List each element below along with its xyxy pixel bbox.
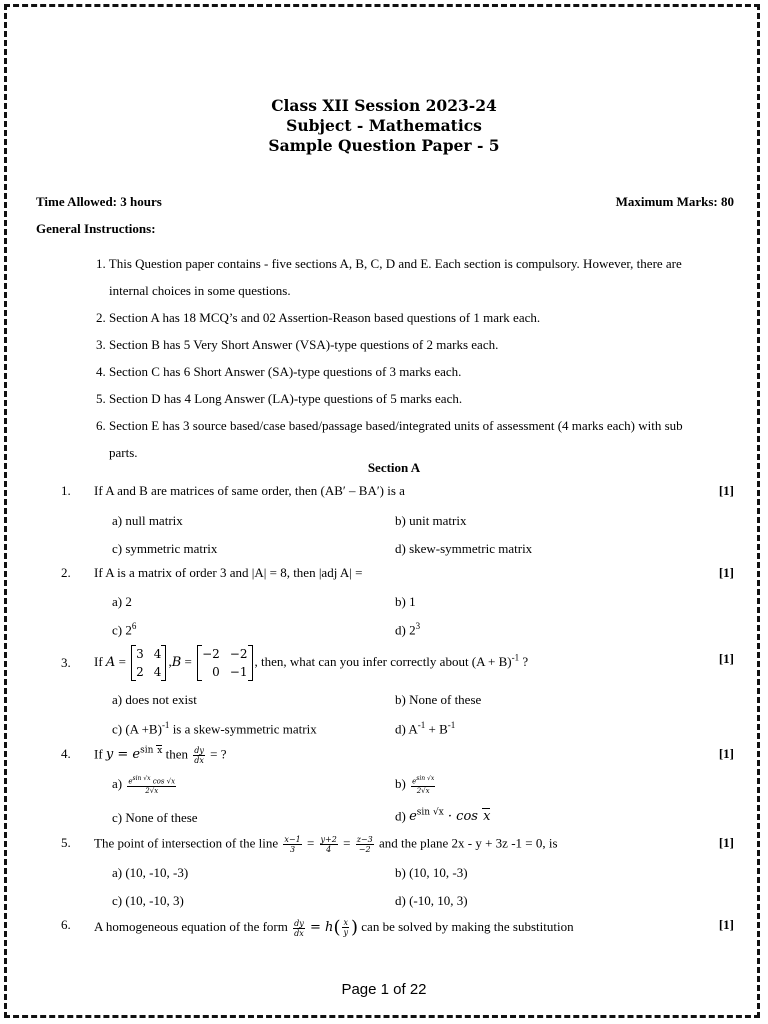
- option-d-expression: $e^{sin √x} \cdot \cos x$: [409, 808, 491, 825]
- instruction-item: 6. Section E has 3 source based/case based/passage based/integrated units of assessment (4 marks each) with sub: [96, 418, 683, 433]
- option-a: [112, 774, 178, 796]
- option-a: a) does not exist: [112, 692, 197, 707]
- instruction-item: 4. Section C has 6 Short Answer (SA)-type questions of 3 marks each.: [96, 364, 462, 379]
- question-end: = ?: [210, 746, 227, 762]
- question-pre: The point of intersection of the line: [94, 835, 279, 851]
- paper-meta: [36, 194, 734, 212]
- option-d: d) skew-symmetric matrix: [395, 541, 533, 556]
- question-pre: A homogeneous equation of the form: [94, 919, 288, 934]
- matrix-a: [131, 645, 166, 681]
- option-a: a) (10, -10, -3): [112, 865, 189, 880]
- question-text: If A and B are matrices of same order, then (AB′ – BA′) is a: [94, 483, 405, 498]
- question-text: If A is a matrix of order 3 and |A| = 8, then |adj A| =: [94, 565, 363, 580]
- instruction-item: 5. Section D has 4 Long Answer (LA)-type questions of 5 marks each.: [96, 391, 463, 406]
- h-function: = h( $\frac{x}{y}$ ): [310, 917, 359, 938]
- paper-header: [0, 96, 768, 156]
- instruction-item-continued: internal choices in some questions.: [109, 283, 291, 298]
- equation-y: $y = e^{sin x}$: [105, 746, 163, 763]
- matrix-cell: −2: [202, 647, 220, 661]
- question-text: [94, 917, 574, 938]
- matrix-b: [197, 645, 252, 681]
- question-text: [94, 746, 227, 765]
- question-number: 4.: [61, 746, 71, 761]
- question-number: 5.: [61, 835, 71, 850]
- option-c: c) None of these: [112, 810, 198, 825]
- matrix-cell: 4: [153, 647, 162, 661]
- option-a-label: a): [112, 776, 123, 792]
- matrix-a-label: A: [105, 654, 116, 670]
- option-b: b) 1: [395, 594, 416, 609]
- inverse-exponent: -1: [511, 652, 520, 663]
- matrix-cell: 4: [153, 665, 162, 679]
- question-number: 3.: [61, 655, 71, 670]
- question-if: If: [94, 653, 103, 669]
- option-c-exponent: -1: [161, 720, 170, 730]
- general-instructions-title: General Instructions:: [36, 221, 156, 236]
- option-b: b) None of these: [395, 692, 482, 707]
- line-fraction-z: $\frac{z-3}{-2}$: [356, 835, 373, 854]
- option-a: a) null matrix: [112, 513, 183, 528]
- question-number: 1.: [61, 483, 71, 498]
- question-marks: [1]: [718, 746, 734, 761]
- question-text: The point of intersection of the line $\frac{x-1}{3}$ = $\frac{y+2}{4}$ = $\frac{z-3}{-2}$ and the plane 2x - y + 3z -1 = 0, is: [94, 835, 558, 854]
- option-b: [395, 774, 437, 796]
- option-c-text: c) (A +B): [112, 721, 162, 737]
- line-fraction-y: $\frac{y+2}{4}$: [320, 835, 337, 854]
- instruction-item: 3. Section B has 5 Very Short Answer (VSA)-type questions of 2 marks each.: [96, 337, 499, 352]
- matrix-cell: 3: [136, 647, 144, 661]
- line-fraction-x: $\frac{x-1}{3}$: [284, 835, 301, 854]
- option-d: [395, 621, 420, 638]
- option-c-rest: is a skew-symmetric matrix: [169, 721, 317, 737]
- matrix-b-label: B: [171, 654, 182, 670]
- option-d-base: d) 2: [395, 622, 416, 638]
- option-d: [395, 808, 490, 824]
- question-if: If: [94, 746, 103, 762]
- question-text: If A = 3 4 2 4 ,B = −2 −2 0 −1 , then, what can you infer correctly about $(A + B)^{-1}$ ?: [94, 647, 529, 679]
- question-marks: [1]: [718, 651, 734, 666]
- option-c: c) (10, -10, 3): [112, 893, 184, 908]
- instruction-item: 2. Section A has 18 MCQ’s and 02 Assertion-Reason based questions of 1 mark each.: [96, 310, 541, 325]
- option-b-expression: $\frac{e^{sin √x}}{2√x}$: [412, 775, 435, 796]
- option-d: [395, 720, 455, 737]
- matrix-cell: −2: [229, 647, 248, 661]
- question-marks: [1]: [718, 835, 734, 850]
- question-number: 2.: [61, 565, 71, 580]
- option-d-text: d) A: [395, 721, 418, 737]
- dy-dx-fraction: $\frac{dy}{dx}$: [294, 918, 304, 938]
- option-b: b) unit matrix: [395, 513, 467, 528]
- section-a-title: Section A: [367, 460, 421, 475]
- option-c: c) symmetric matrix: [112, 541, 218, 556]
- question-marks: [1]: [718, 483, 734, 498]
- option-b: b) (10, 10, -3): [395, 865, 468, 880]
- matrix-cell: −1: [229, 665, 248, 679]
- option-c: [112, 720, 317, 737]
- general-instructions-list: [96, 250, 716, 466]
- maximum-marks: Maximum Marks: 80: [615, 194, 734, 209]
- instruction-item-continued: parts.: [109, 445, 138, 460]
- question-post: and the plane 2x - y + 3z -1 = 0, is: [378, 835, 558, 851]
- question-marks: [1]: [718, 565, 734, 580]
- question-rest: , then, what can you infer correctly about (A + B): [254, 653, 512, 669]
- option-d-exponent: 3: [415, 621, 421, 631]
- option-c-base: c) 2: [112, 622, 132, 638]
- option-a-expression: $\frac{e^{sin √x} \cos √x}{2√x}$: [128, 775, 176, 796]
- class-session-title: Class XII Session 2023-24: [271, 96, 497, 115]
- page-number-footer: Page 1 of 22: [341, 981, 427, 998]
- option-d-mid: + B: [425, 721, 448, 737]
- option-c: [112, 621, 136, 638]
- dy-dx-fraction: $\frac{dy}{dx}$: [194, 746, 204, 765]
- option-d-label: d): [395, 808, 406, 824]
- question-marks: [1]: [718, 917, 734, 932]
- subject-title: Subject - Mathematics: [286, 116, 482, 135]
- option-c-exponent: 6: [131, 621, 137, 631]
- instruction-item: 1. This Question paper contains - five sections A, B, C, D and E. Each section is compulsory. However, there are: [96, 256, 682, 271]
- question-post: can be solved by making the substitution: [361, 919, 574, 934]
- option-b-label: b): [395, 776, 406, 792]
- question-end: ?: [519, 653, 529, 669]
- paper-title: Sample Question Paper - 5: [268, 136, 500, 155]
- question-number: 6.: [61, 917, 71, 932]
- option-d-exponent: -1: [417, 720, 426, 730]
- time-allowed: Time Allowed: 3 hours: [36, 194, 162, 209]
- option-d-exponent-2: -1: [447, 720, 456, 730]
- option-a: a) 2: [112, 594, 132, 609]
- matrix-cell: 2: [136, 665, 144, 679]
- question-then: then: [165, 746, 188, 762]
- matrix-cell: 0: [212, 665, 220, 679]
- option-d: d) (-10, 10, 3): [395, 893, 468, 908]
